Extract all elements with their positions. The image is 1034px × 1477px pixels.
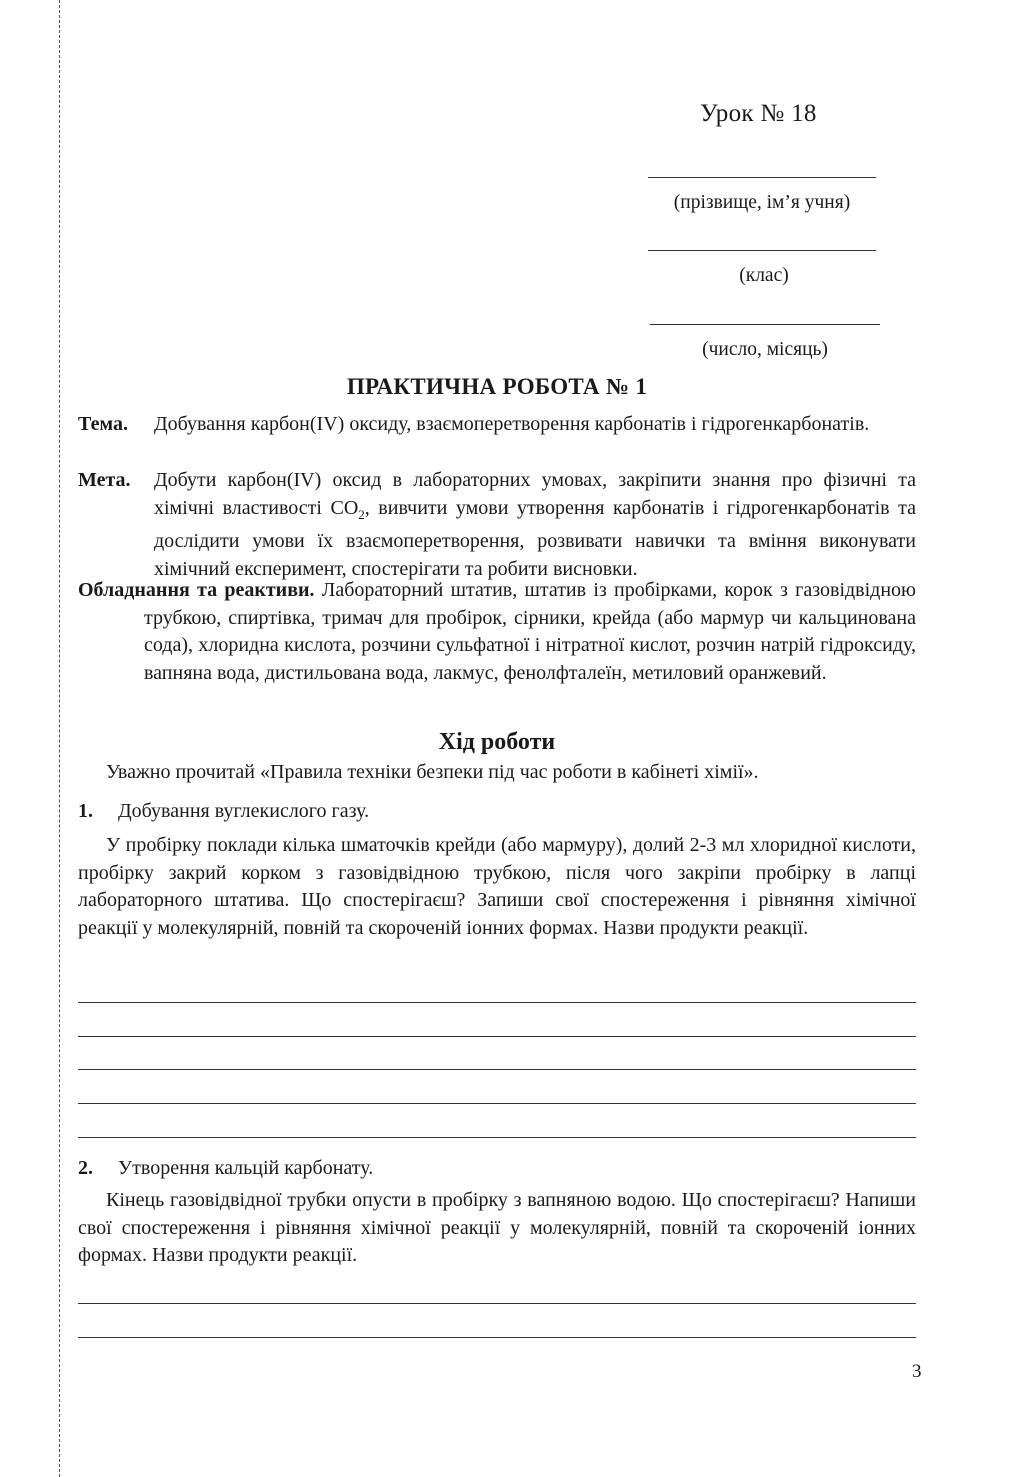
answer-line[interactable] <box>78 1103 916 1104</box>
equipment-text: Лабораторний штатив, штатив із пробірками, корок з газовідвідною трубкою, спиртівка, тримач для пробірок, сірники, крейда (або мармур чи кальцинована сода), хлоридна кислота, розчини сульфатної і нітратної кислот, розчин натрій гідроксиду, вапняна вода, дистильована вода, лакмус, фенолфталеїн, метиловий оранжевий. <box>144 579 916 684</box>
goal-text-1: Добути карбон(IV) оксид в лабораторних умовах, закріпити знання про фізичні та хімічні властивості CO <box>154 469 916 519</box>
goal-label: Мета. <box>78 469 131 491</box>
task-2-heading <box>78 1155 916 1183</box>
goal-text-2: , вивчити умови утворення карбонатів і гідрогенкарбонатів та дослідити умови їх взаємоперетворення, розвивати навички та вміння виконувати хімічний експеримент, спостерігати та робити висновки. <box>154 496 917 580</box>
topic-paragraph <box>78 411 916 439</box>
lesson-number: Урок № 18 <box>700 100 817 127</box>
formula-subscript: 2 <box>358 506 365 522</box>
task-2-body: Кінець газовідвідної трубки опусти в пробірку з вапняною водою. Що спостерігаєш? Напиши свої спостереження і рівняння хімічної реакції у молекулярній, повній та скороченій іонних формах. Назви продукти реакції. <box>78 1189 916 1266</box>
date-caption: (число, місяць) <box>702 339 828 360</box>
task-2-number: 2. <box>78 1157 93 1179</box>
date-line[interactable] <box>650 324 880 325</box>
student-name-line[interactable] <box>648 177 876 178</box>
answer-line[interactable] <box>78 1002 916 1003</box>
task-2-title: Утворення кальцій карбонату. <box>118 1157 374 1179</box>
answer-line[interactable] <box>78 1069 916 1070</box>
equipment-label: Обладнання та реактиви. <box>78 579 315 601</box>
task-1-text <box>78 832 916 942</box>
task-2-text <box>78 1187 916 1270</box>
answer-line[interactable] <box>78 1036 916 1037</box>
safety-intro-text: Уважно прочитай «Правила техніки безпеки під час роботи в кабінеті хімії». <box>106 761 759 783</box>
goal-paragraph <box>78 467 916 583</box>
work-title: ПРАКТИЧНА РОБОТА № 1 <box>346 374 648 399</box>
task-1-number: 1. <box>78 800 93 822</box>
task-1-heading <box>78 798 916 826</box>
answer-line[interactable] <box>78 1337 916 1338</box>
answer-line[interactable] <box>78 1137 916 1138</box>
task-1-title: Добування вуглекислого газу. <box>118 800 370 822</box>
student-name-caption: (прізвище, ім’я учня) <box>673 192 851 213</box>
cut-line <box>59 0 60 1477</box>
answer-line[interactable] <box>78 1303 916 1304</box>
topic-text: Добування карбон(IV) оксиду, взаємоперетворення карбонатів і гідрогенкарбонатів. <box>154 413 870 435</box>
task-1-body: У пробірку поклади кілька шматочків крейди (або мармуру), долий 2-3 мл хлоридної кислоти, пробірку закрий корком з газовідвідною трубкою, після чого закріпи пробірку в лапці лабораторного штатива. Що спостерігаєш? Запиши свої спостереження і рівняння хімічної реакції у молекулярній, повній та скороченій іонних формах. Назви продукти реакції. <box>78 834 916 939</box>
equipment-paragraph <box>78 577 916 687</box>
class-caption: (клас) <box>739 265 789 286</box>
page-number: 3 <box>912 1361 922 1382</box>
safety-intro <box>78 759 916 787</box>
topic-label: Тема. <box>78 413 128 435</box>
class-line[interactable] <box>648 250 876 251</box>
procedure-title: Хід роботи <box>438 729 556 755</box>
